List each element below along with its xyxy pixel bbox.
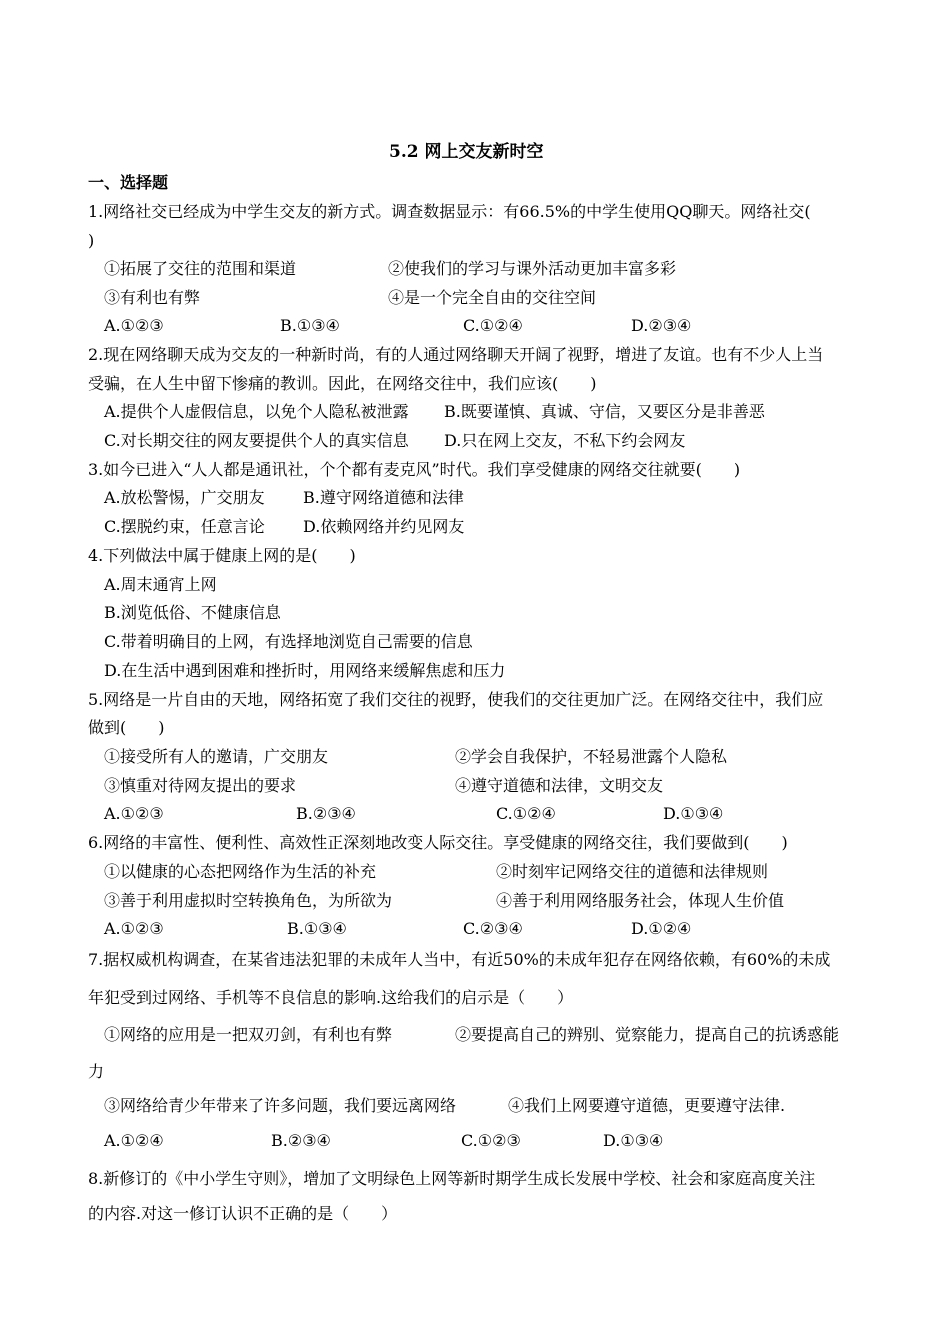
question-3-option-b: B.遵守网络道德和法律 (303, 488, 464, 507)
question-6-stem: 6.网络的丰富性、便利性、高效性正深刻地改变人际交往。享受健康的网络交往，我们要做到( ) (88, 833, 788, 852)
question-1-statement-3: ③有利也有弊 (104, 288, 201, 307)
question-3-option-c: C.摆脱约束，任意言论 (104, 517, 265, 536)
question-7-stem: 7.据权威机构调查，在某省违法犯罪的未成年人当中，有近50%的未成年犯存在网络依赖，有60%的未成 (88, 950, 831, 969)
question-1-statement-4: ④是一个完全自由的交往空间 (388, 288, 597, 307)
question-4-stem: 4.下列做法中属于健康上网的是( ) (88, 546, 356, 565)
question-4-option-d: D.在生活中遇到困难和挫折时，用网络来缓解焦虑和压力 (104, 661, 506, 680)
question-7-statement-1: ①网络的应用是一把双刃剑，有利也有弊 (104, 1025, 393, 1044)
question-6-option-b: B.①③④ (287, 919, 347, 938)
question-5-stem-cont: 做到( ) (88, 718, 165, 737)
question-2-stem-cont: 受骗，在人生中留下惨痛的教训。因此，在网络交往中，我们应该( ) (88, 374, 597, 393)
question-2-option-a: A.提供个人虚假信息，以免个人隐私被泄露 (104, 402, 409, 421)
question-5-statement-2: ②学会自我保护，不轻易泄露个人隐私 (455, 747, 728, 766)
question-6-statement-2: ②时刻牢记网络交往的道德和法律规则 (496, 862, 769, 881)
page-title: 5.2 网上交友新时空 (389, 142, 544, 162)
question-7-statement-2: ②要提高自己的辨别、觉察能力，提高自己的抗诱惑能 (455, 1025, 840, 1044)
question-7-statement-4: ④我们上网要遵守道德，更要遵守法律. (508, 1096, 786, 1115)
question-6-statement-1: ①以健康的心态把网络作为生活的补充 (104, 862, 377, 881)
question-6-statement-4: ④善于利用网络服务社会，体现人生价值 (496, 891, 785, 910)
question-6-statement-3: ③善于利用虚拟时空转换角色，为所欲为 (104, 891, 393, 910)
question-1-option-b: B.①③④ (280, 316, 340, 335)
question-7-option-c: C.①②③ (461, 1131, 521, 1150)
question-6-option-c: C.②③④ (463, 919, 523, 938)
question-6-option-d: D.①②④ (631, 919, 692, 938)
question-4-option-c: C.带着明确目的上网，有选择地浏览自己需要的信息 (104, 632, 473, 651)
question-3-option-d: D.依赖网络并约见网友 (303, 517, 465, 536)
question-5-option-c: C.①②④ (496, 804, 556, 823)
question-4-option-b: B.浏览低俗、不健康信息 (104, 603, 281, 622)
question-5-option-d: D.①③④ (663, 804, 724, 823)
question-7-option-a: A.①②④ (104, 1131, 164, 1150)
question-2-option-b: B.既要谨慎、真诚、守信，又要区分是非善恶 (444, 402, 765, 421)
question-5-option-b: B.②③④ (296, 804, 356, 823)
question-5-statement-1: ①接受所有人的邀请，广交朋友 (104, 747, 329, 766)
question-1-stem-cont: ) (88, 231, 95, 250)
question-7-statement-3: ③网络给青少年带来了许多问题，我们要远离网络 (104, 1096, 457, 1115)
question-7-statement-2-cont: 力 (88, 1062, 105, 1081)
question-8-stem: 8.新修订的《中小学生守则》，增加了文明绿色上网等新时期学生成长发展中学校、社会和家庭高度关注 (88, 1169, 816, 1188)
question-2-option-d: D.只在网上交友，不私下约会网友 (444, 431, 686, 450)
question-7-option-d: D.①③④ (603, 1131, 664, 1150)
question-2-stem: 2.现在网络聊天成为交友的一种新时尚，有的人通过网络聊天开阔了视野，增进了友谊。也有不少人上当 (88, 345, 824, 364)
section-heading: 一、选择题 (88, 173, 169, 192)
question-1-statement-1: ①拓展了交往的范围和渠道 (104, 259, 297, 278)
question-1-option-a: A.①②③ (104, 316, 164, 335)
question-1-option-c: C.①②④ (463, 316, 523, 335)
question-4-option-a: A.周末通宵上网 (104, 575, 217, 594)
question-3-stem: 3.如今已进入“人人都是通讯社，个个都有麦克风”时代。我们享受健康的网络交往就要( ) (88, 460, 741, 479)
question-5-statement-4: ④遵守道德和法律，文明交友 (455, 776, 664, 795)
question-5-stem: 5.网络是一片自由的天地，网络拓宽了我们交往的视野，使我们的交往更加广泛。在网络交往中，我们应 (88, 690, 824, 709)
question-5-statement-3: ③慎重对待网友提出的要求 (104, 776, 297, 795)
question-5-option-a: A.①②③ (104, 804, 164, 823)
question-3-option-a: A.放松警惕，广交朋友 (104, 488, 265, 507)
question-7-option-b: B.②③④ (271, 1131, 331, 1150)
question-1-statement-2: ②使我们的学习与课外活动更加丰富多彩 (388, 259, 677, 278)
question-7-stem-cont: 年犯受到过网络、手机等不良信息的影响.这给我们的启示是（ ） (88, 988, 574, 1007)
question-2-option-c: C.对长期交往的网友要提供个人的真实信息 (104, 431, 409, 450)
question-6-option-a: A.①②③ (104, 919, 164, 938)
question-1-stem: 1.网络社交已经成为中学生交友的新方式。调查数据显示：有66.5%的中学生使用QQ聊天。网络社交( (88, 202, 811, 221)
question-8-stem-cont: 的内容.对这一修订认识不正确的是（ ） (88, 1204, 398, 1223)
question-1-option-d: D.②③④ (631, 316, 692, 335)
